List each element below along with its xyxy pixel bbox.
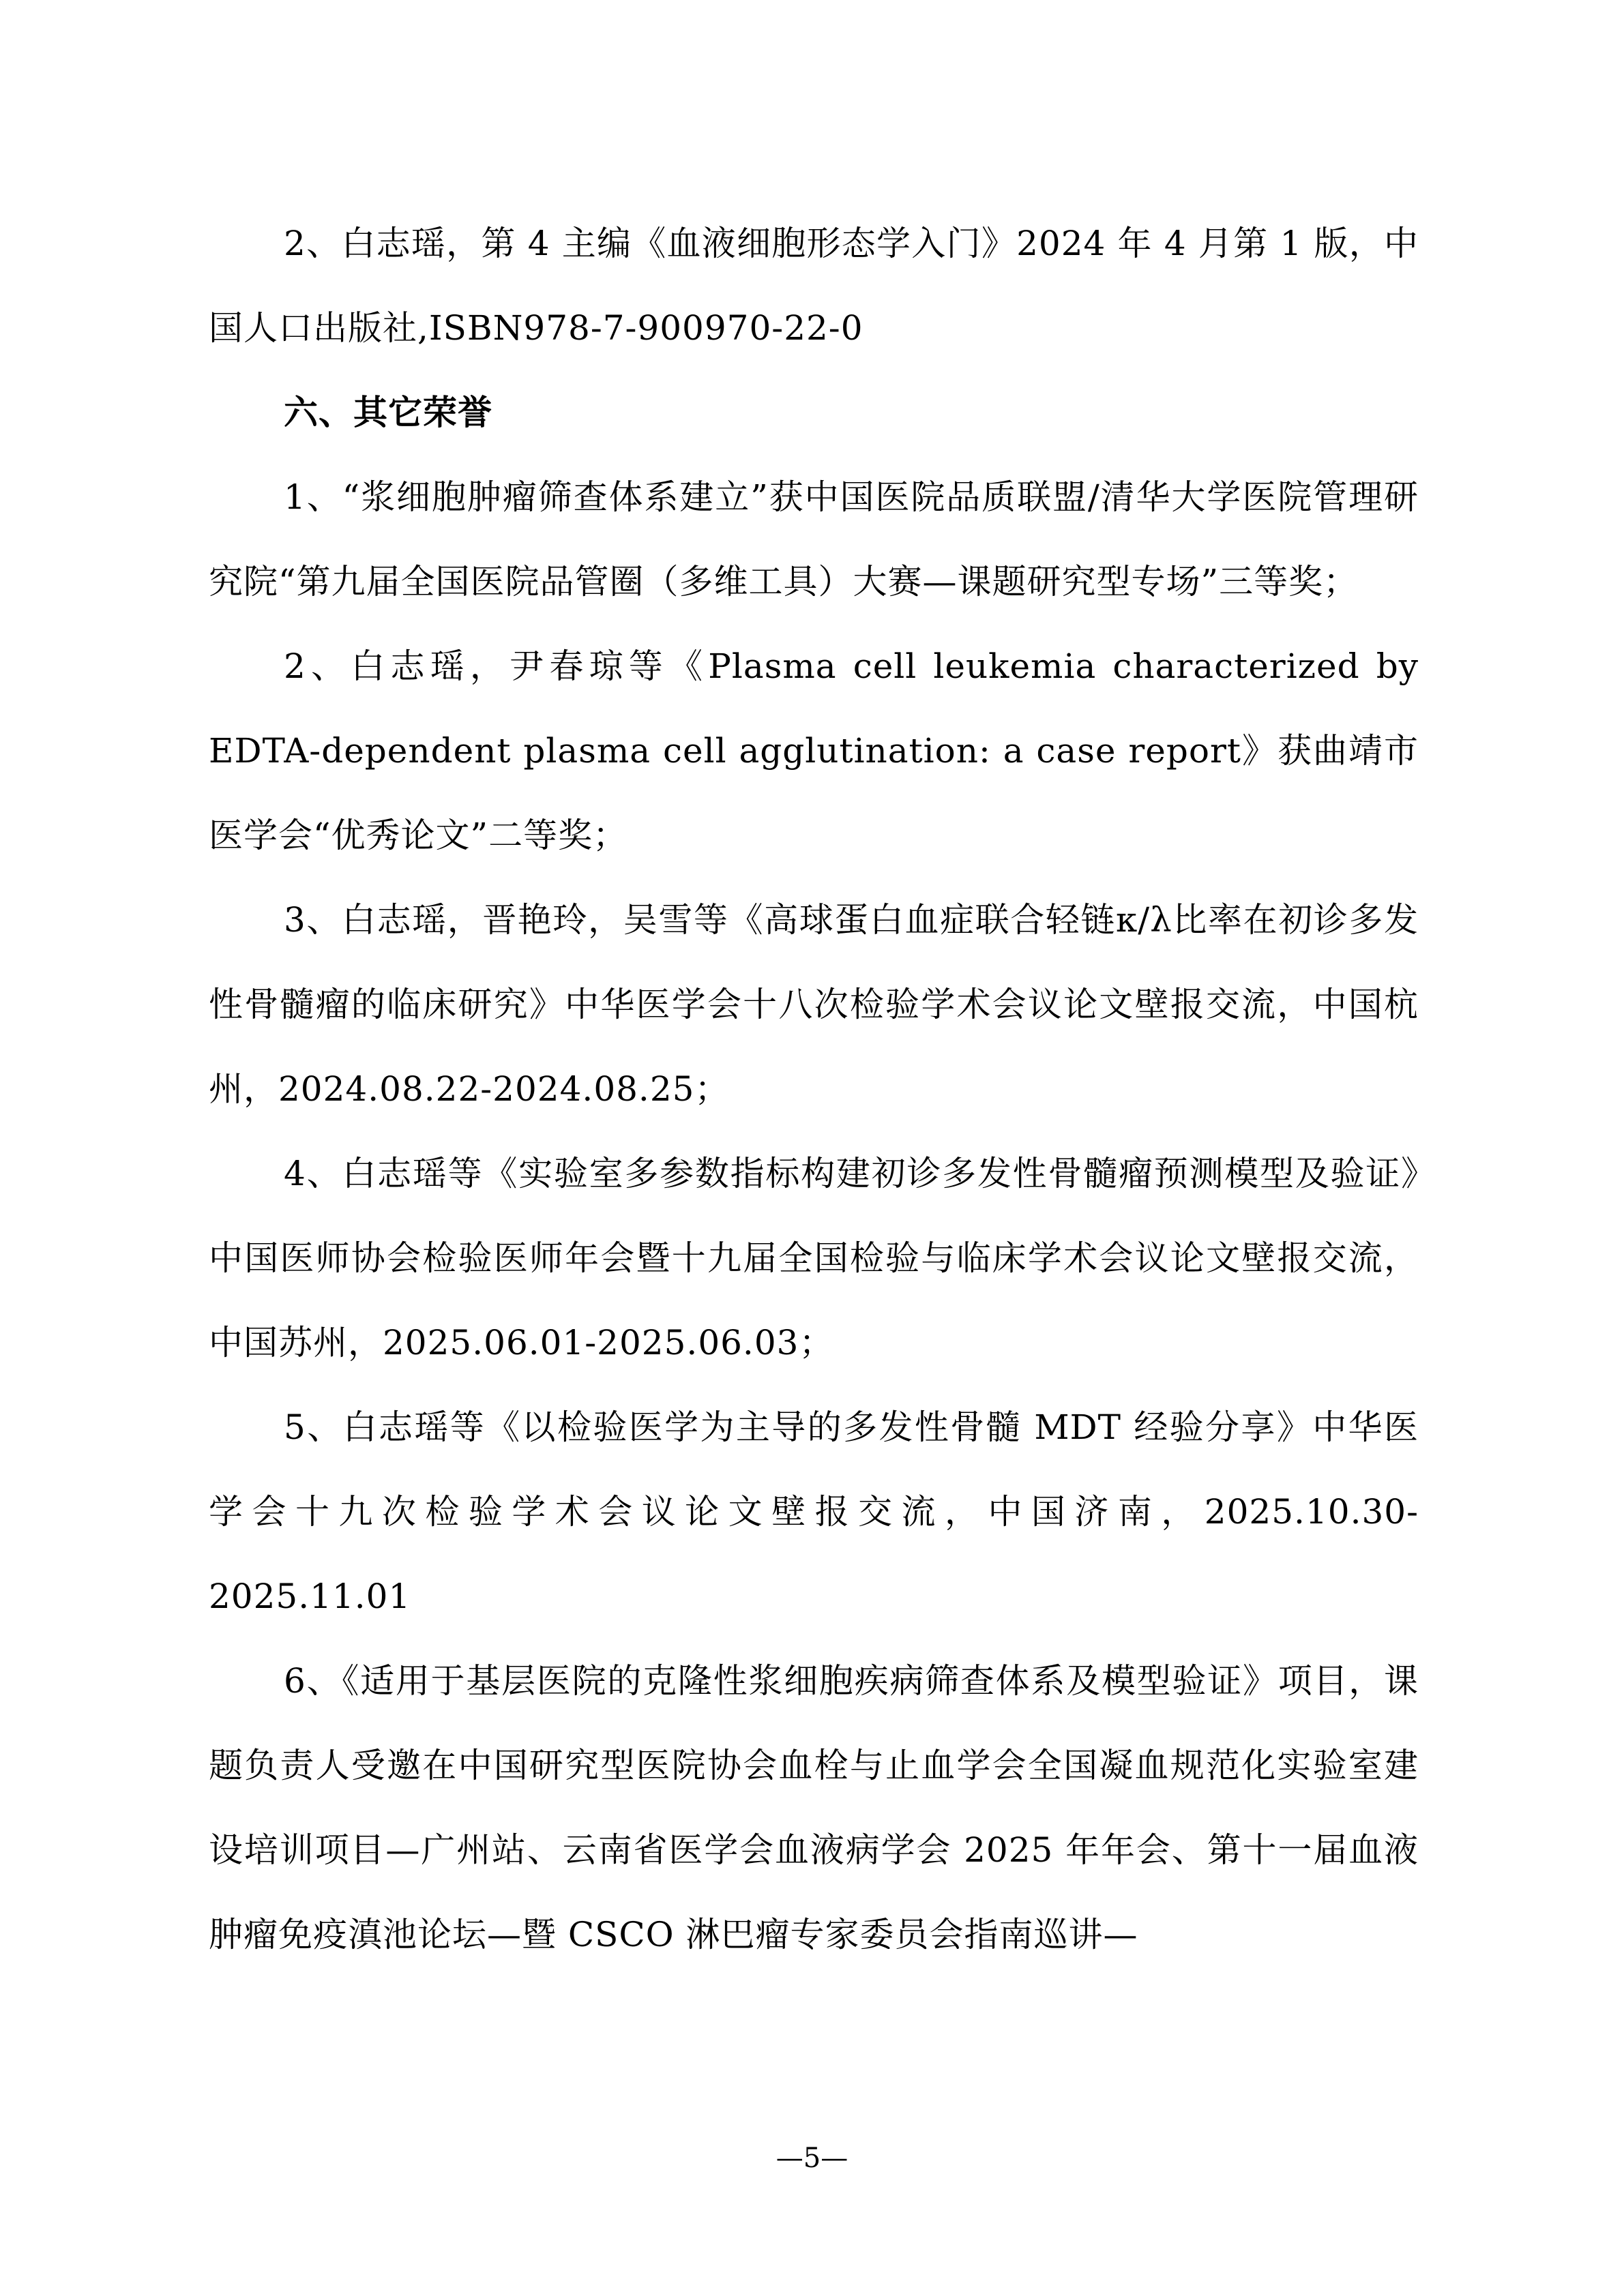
honor-item-6: 6、《适用于基层医院的克隆性浆细胞疾病筛查体系及模型验证》项目，课题负责人受邀在中国研究型医院协会血栓与止血学会全国凝血规范化实验室建设培训项目—广州站、云南省医学会血液病学会 2025 年年会、第十一届血液肿瘤免疫滇池论坛—暨 CSCO 淋巴瘤专家委员会指南巡讲— [209, 1661, 1419, 1954]
page-number: —5— [776, 2143, 848, 2174]
document-body [209, 201, 1419, 1977]
honor-item-1: 1、“浆细胞肿瘤筛查体系建立”获中国医院品质联盟/清华大学医院管理研究院“第九届全国医院品管圈（多维工具）大赛—课题研究型专场”三等奖； [209, 477, 1419, 601]
section-heading-other-honors: 六、其它荣誉 [284, 392, 492, 432]
honor-item-4: 4、白志瑶等《实验室多参数指标构建初诊多发性骨髓瘤预测模型及验证》中国医师协会检验医师年会暨十九届全国检验与临床学术会议论文壁报交流，中国苏州，2025.06.01-2025.06.03； [209, 1154, 1419, 1362]
honor-item-3: 3、白志瑶，晋艳玲，吴雪等《高球蛋白血症联合轻链κ/λ比率在初诊多发性骨髓瘤的临床研究》中华医学会十八次检验学术会议论文壁报交流，中国杭州，2024.08.22-2024.08.25； [209, 900, 1419, 1109]
honor-item-5: 5、白志瑶等《以检验医学为主导的多发性骨髓 MDT 经验分享》中华医学会十九次检验学术会议论文壁报交流，中国济南，2025.10.30-2025.11.01 [209, 1407, 1419, 1616]
honor-item-2: 2、白志瑶，尹春琼等《Plasma cell leukemia characterized by EDTA-dependent plasma cell agglutination: a case report》获曲靖市医学会“优秀论文”二等奖； [209, 646, 1419, 855]
paragraph-book-publication: 2、白志瑶，第 4 主编《血液细胞形态学入门》2024 年 4 月第 1 版，中国人口出版社,ISBN978-7-900970-22-0 [209, 224, 1419, 348]
